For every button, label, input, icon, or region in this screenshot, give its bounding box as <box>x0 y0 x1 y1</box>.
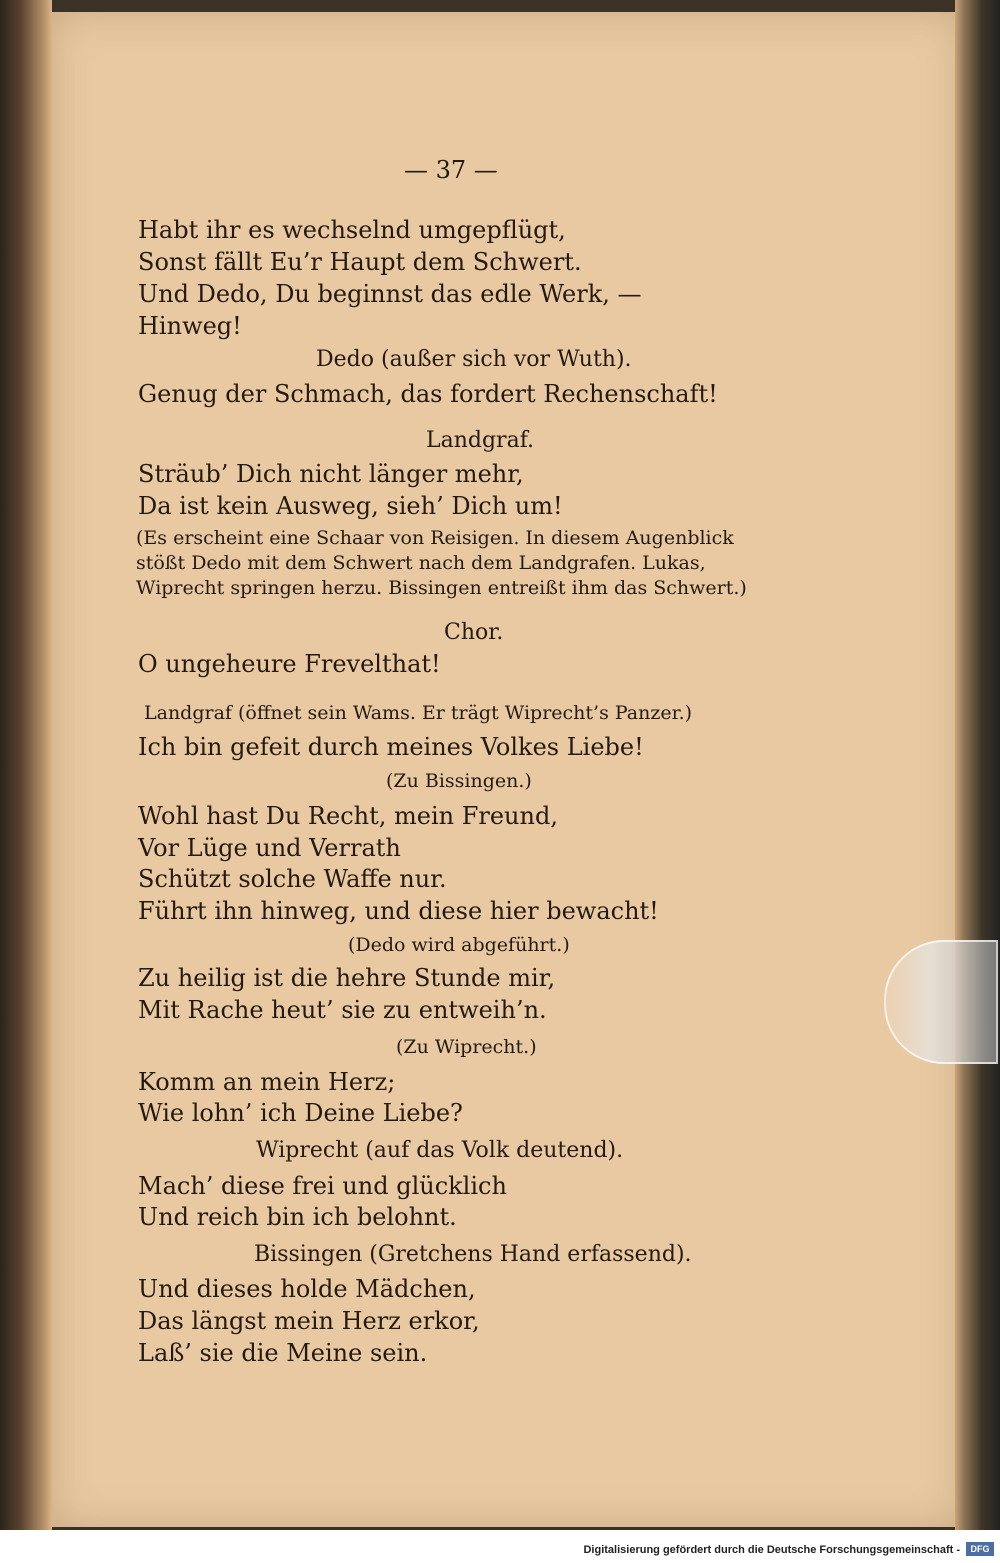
verse-line: Ich bin gefeit durch meines Volkes Liebe! <box>138 733 644 761</box>
verse-line: Sträub’ Dich nicht länger mehr, <box>138 460 524 488</box>
verse-line: Habt ihr es wechselnd umgepflügt, <box>138 216 566 244</box>
stage-direction: stößt Dedo mit dem Schwert nach dem Landgrafen. Lukas, <box>136 552 706 574</box>
speaker-heading: Landgraf (öffnet sein Wams. Er trägt Wiprecht’s Panzer.) <box>144 702 693 724</box>
speaker-heading: Dedo (außer sich vor Wuth). <box>316 347 632 372</box>
verse-line: Genug der Schmach, das fordert Rechenschaft! <box>138 380 718 408</box>
verse-line: Und Dedo, Du beginnst das edle Werk, — <box>138 280 642 308</box>
page-clip <box>884 940 998 1064</box>
verse-line: Schützt solche Waffe nur. <box>138 865 447 893</box>
page-number: — 37 — <box>404 156 498 184</box>
verse-line: Mit Rache heut’ sie zu entweih’n. <box>138 996 547 1024</box>
speaker-heading: Wiprecht (auf das Volk deutend). <box>256 1138 624 1163</box>
verse-line: Sonst fällt Eu’r Haupt dem Schwert. <box>138 248 582 276</box>
speaker-heading: Chor. <box>444 620 504 645</box>
left-page-edge <box>0 0 52 1530</box>
stage-direction: (Zu Bissingen.) <box>386 770 532 792</box>
stage-direction: (Dedo wird abgeführt.) <box>348 934 570 956</box>
verse-line: Das längst mein Herz erkor, <box>138 1307 480 1335</box>
verse-line: Da ist kein Ausweg, sieh’ Dich um! <box>138 492 563 520</box>
verse-line: Vor Lüge und Verrath <box>138 834 401 862</box>
verse-line: Komm an mein Herz; <box>138 1068 396 1096</box>
verse-line: Hinweg! <box>138 312 242 340</box>
stage-direction: (Es erscheint eine Schaar von Reisigen. In diesem Augenblick <box>136 527 734 549</box>
footer-credit: Digitalisierung gefördert durch die Deutsche Forschungsgemeinschaft - <box>583 1544 960 1556</box>
verse-line: Wohl hast Du Recht, mein Freund, <box>138 802 558 830</box>
speaker-heading: Bissingen (Gretchens Hand erfassend). <box>254 1242 692 1267</box>
verse-line: Wie lohn’ ich Deine Liebe? <box>138 1099 463 1127</box>
verse-line: Und reich bin ich belohnt. <box>138 1203 457 1231</box>
stage-direction: (Zu Wiprecht.) <box>396 1036 537 1058</box>
verse-line: Führt ihn hinweg, und diese hier bewacht! <box>138 897 659 925</box>
verse-line: Zu heilig ist die hehre Stunde mir, <box>138 964 556 992</box>
verse-line: O ungeheure Frevelthat! <box>138 650 441 678</box>
dfg-logo: DFG <box>966 1542 994 1556</box>
speaker-heading: Landgraf. <box>426 428 535 453</box>
stage-direction: Wiprecht springen herzu. Bissingen entreißt ihm das Schwert.) <box>136 577 747 599</box>
verse-line: Und dieses holde Mädchen, <box>138 1275 476 1303</box>
verse-line: Laß’ sie die Meine sein. <box>138 1339 428 1367</box>
right-page-edge <box>955 0 1000 1530</box>
verse-line: Mach’ diese frei und glücklich <box>138 1172 507 1200</box>
